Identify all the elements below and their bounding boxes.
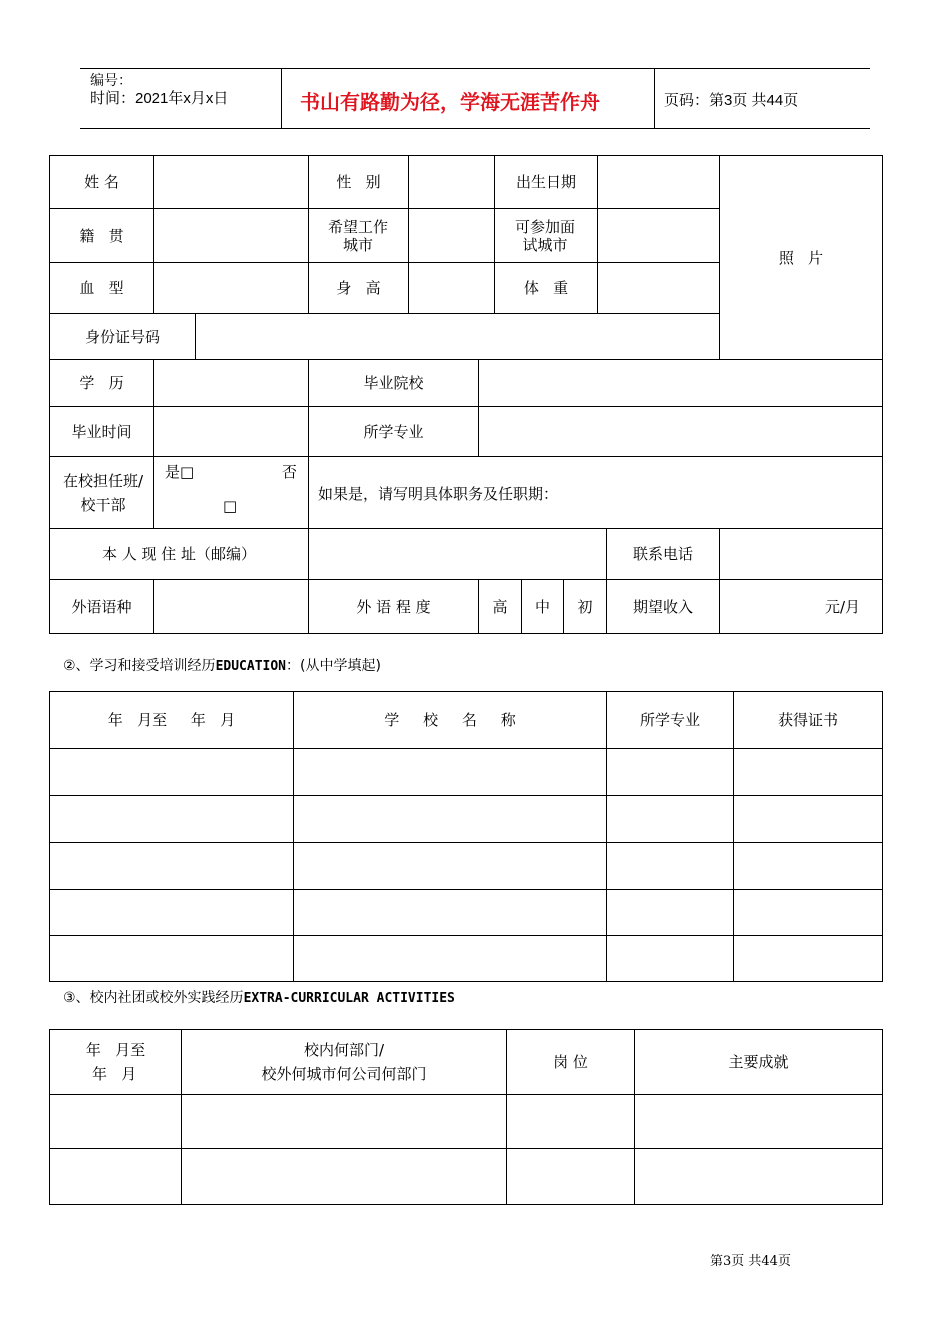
- act-col-period-line1: 年 月至: [85, 1041, 146, 1059]
- label-phone: 联系电话: [632, 545, 693, 563]
- edu-col-certificate: 获得证书: [777, 711, 838, 729]
- label-id-number: 身份证号码: [84, 327, 160, 346]
- label-address: 本 人 现 住 址（邮编）: [101, 545, 257, 563]
- act-col-period-line2: 年 月: [92, 1065, 137, 1083]
- field-height[interactable]: [409, 263, 494, 313]
- field-native-place[interactable]: [154, 209, 308, 262]
- field-education-level[interactable]: [154, 360, 308, 406]
- activities-title-cn: ③、校内社团或校外实践经历: [63, 990, 244, 1006]
- option-yes[interactable]: 是□: [165, 463, 195, 481]
- option-level-mid[interactable]: 中: [534, 597, 550, 616]
- edu-col-period: 年 月至 年 月: [107, 711, 236, 729]
- label-language-level: 外 语 程 度: [356, 597, 431, 616]
- option-level-high[interactable]: 高: [492, 597, 508, 616]
- document-time-label: 时间：2021年x月x日: [90, 90, 229, 107]
- label-native-place: 籍 贯: [79, 226, 124, 245]
- field-major[interactable]: [479, 407, 882, 456]
- table-row[interactable]: [50, 843, 882, 889]
- label-graduation-time: 毕业时间: [71, 422, 132, 441]
- education-title-en: EDUCATION: [215, 659, 287, 674]
- option-no-checkbox[interactable]: □: [223, 497, 238, 515]
- label-desired-city: 希望工作城市: [327, 217, 388, 254]
- field-desired-city[interactable]: [409, 209, 494, 262]
- income-unit: 元/月: [824, 597, 860, 616]
- table-row[interactable]: [50, 749, 882, 795]
- table-row[interactable]: [50, 1095, 882, 1148]
- field-foreign-language[interactable]: [154, 580, 308, 633]
- label-expected-income: 期望收入: [632, 597, 693, 616]
- table-row[interactable]: [50, 796, 882, 842]
- field-interview-city[interactable]: [598, 209, 719, 262]
- activities-section-title: [63, 987, 455, 1007]
- label-foreign-language: 外语语种: [71, 597, 132, 616]
- field-id-number[interactable]: [196, 314, 719, 359]
- field-birth-date[interactable]: [598, 156, 719, 208]
- label-major: 所学专业: [363, 422, 424, 441]
- field-graduation-time[interactable]: [154, 407, 308, 456]
- table-row[interactable]: [50, 1149, 882, 1204]
- act-col-department: [182, 1030, 506, 1094]
- label-height: 身 高: [336, 279, 381, 297]
- label-interview-city: 可参加面试城市: [514, 217, 575, 254]
- field-graduated-school[interactable]: [479, 360, 882, 406]
- label-weight: 体 重: [523, 279, 569, 297]
- field-blood-type[interactable]: [154, 263, 308, 313]
- field-gender[interactable]: [409, 156, 494, 208]
- education-title-cn: ②、学习和接受培训经历: [63, 658, 216, 674]
- edu-col-major: 所学专业: [639, 711, 700, 729]
- field-expected-income[interactable]: [720, 580, 882, 633]
- activities-title-en: EXTRA-CURRICULAR ACTIVITIES: [243, 991, 455, 1006]
- table-row[interactable]: [50, 890, 882, 935]
- education-section-title: [63, 655, 381, 675]
- label-graduated-school: 毕业院校: [363, 374, 424, 392]
- header-page-label: 页码：第3页 共44页: [664, 92, 799, 109]
- label-name: 姓 名: [84, 173, 119, 191]
- field-weight[interactable]: [598, 263, 719, 313]
- photo-box[interactable]: 照 片: [778, 248, 824, 267]
- document-id-label: 编号：: [90, 72, 132, 88]
- education-title-suffix: ：(从中学填起): [286, 658, 381, 674]
- footer-page-number: 第3页 共44页: [710, 1254, 791, 1269]
- field-phone[interactable]: [720, 529, 882, 579]
- act-col-department-line2: 校外何城市何公司何部门: [261, 1065, 427, 1083]
- act-col-position: 岗 位: [553, 1053, 588, 1071]
- field-address[interactable]: [309, 529, 606, 579]
- cadre-note: 如果是，请写明具体职务及任职期：: [318, 485, 559, 503]
- label-blood-type: 血 型: [79, 279, 124, 297]
- act-col-achievement: 主要成就: [728, 1053, 789, 1071]
- act-col-department-line1: 校内何部门/: [303, 1041, 385, 1059]
- act-col-period: [50, 1030, 181, 1094]
- label-education-level: 学 历: [79, 374, 124, 392]
- table-row[interactable]: [50, 936, 882, 981]
- label-student-cadre: 在校担任班/校干部: [62, 471, 144, 514]
- edu-col-school: 学 校 名 称: [384, 711, 516, 729]
- option-level-low[interactable]: 初: [577, 597, 593, 616]
- label-birth-date: 出生日期: [515, 173, 576, 191]
- option-no[interactable]: 否: [282, 463, 298, 481]
- field-name[interactable]: [154, 156, 308, 208]
- label-gender: 性 别: [336, 173, 381, 191]
- header-motto: 书山有路勤为径，学海无涯苦作舟: [300, 90, 600, 114]
